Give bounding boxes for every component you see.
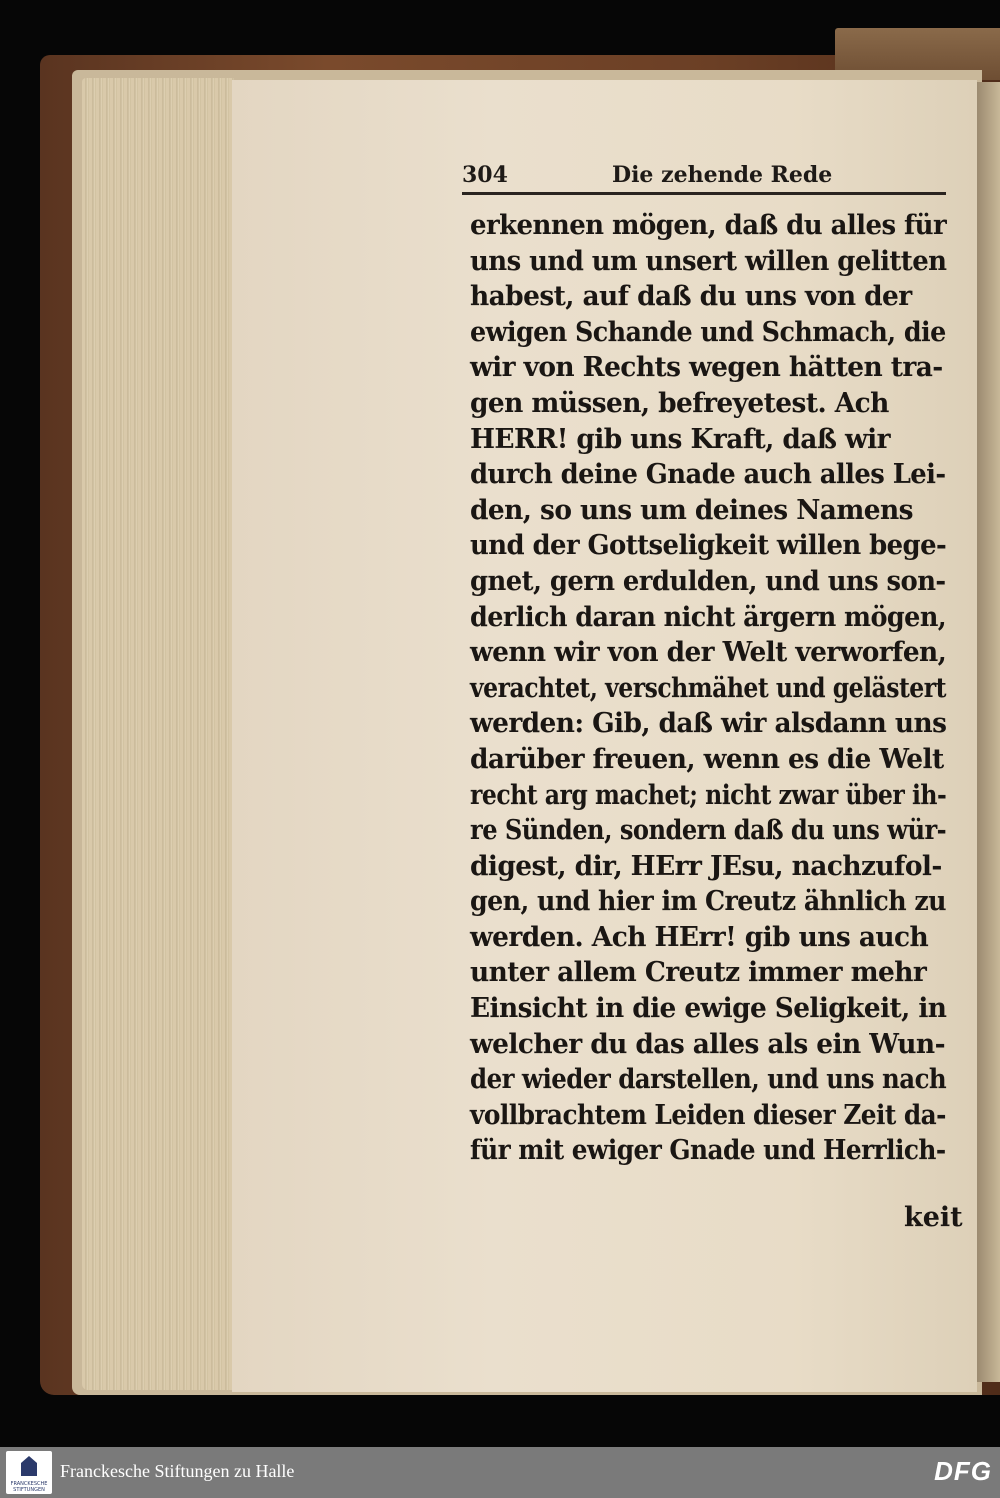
text-line: uns und um unsert willen gelitten	[470, 245, 947, 277]
header-rule	[462, 192, 946, 195]
dfg-logo[interactable]: DFG	[934, 1456, 992, 1486]
text-line: digest, dir, HErr JEsu, nachzufol-	[470, 850, 942, 882]
text-line: verachtet, verschmähet und gelästert	[470, 672, 946, 704]
text-line: welcher du das alles als ein Wun-	[470, 1028, 945, 1060]
text-body	[470, 208, 956, 1169]
running-head: Die zehende Rede	[612, 162, 833, 188]
page-number: 304	[462, 162, 508, 188]
building-icon	[21, 1456, 37, 1476]
text-line: derlich daran nicht ärgern mögen,	[470, 601, 947, 633]
text-line: wenn wir von der Welt verworfen,	[470, 637, 947, 669]
text-line: werden. Ach HErr! gib uns auch	[470, 921, 929, 953]
next-page-edge	[977, 82, 1000, 1382]
text-line: und der Gottseligkeit willen bege-	[470, 530, 947, 562]
text-line: ewigen Schande und Schmach, die	[470, 316, 946, 348]
text-line: darüber freuen, wenn es die Welt	[470, 743, 944, 775]
text-line: wir von Rechts wegen hätten tra-	[470, 352, 943, 384]
text-line: re Sünden, sondern daß du uns wür-	[470, 815, 947, 847]
text-line: recht arg machet; nicht zwar über ih-	[470, 779, 947, 811]
text-line: für mit ewiger Gnade und Herrlich-	[470, 1135, 946, 1167]
text-line: vollbrachtem Leiden dieser Zeit da-	[470, 1099, 946, 1131]
viewer-footer	[0, 1447, 1000, 1498]
text-line: der wieder darstellen, und uns nach	[470, 1064, 947, 1096]
text-line: werden: Gib, daß wir alsdann uns	[470, 708, 947, 740]
catchword: keit	[904, 1202, 963, 1233]
text-line: gnet, gern erdulden, und uns son-	[470, 565, 946, 597]
logo-text: FRANCKESCHE STIFTUNGEN	[10, 1481, 48, 1493]
text-line: HERR! gib uns Kraft, daß wir	[470, 423, 890, 455]
text-line: unter allem Creutz immer mehr	[470, 957, 927, 989]
page-edges	[82, 78, 234, 1390]
text-line: gen müssen, befreyetest. Ach	[470, 387, 889, 419]
text-line: durch deine Gnade auch alles Lei-	[470, 459, 946, 491]
institution-name: Franckesche Stiftungen zu Halle	[60, 1461, 295, 1481]
institution-logo[interactable]	[6, 1451, 52, 1494]
text-line: erkennen mögen, daß du alles für	[470, 210, 947, 241]
text-line: den, so uns um deines Namens	[470, 494, 913, 526]
text-line: Einsicht in die ewige Seligkeit, in	[470, 993, 947, 1025]
text-line: gen, und hier im Creutz ähnlich zu	[470, 886, 946, 918]
page-header	[462, 160, 946, 194]
text-line: habest, auf daß du uns von der	[470, 281, 912, 313]
